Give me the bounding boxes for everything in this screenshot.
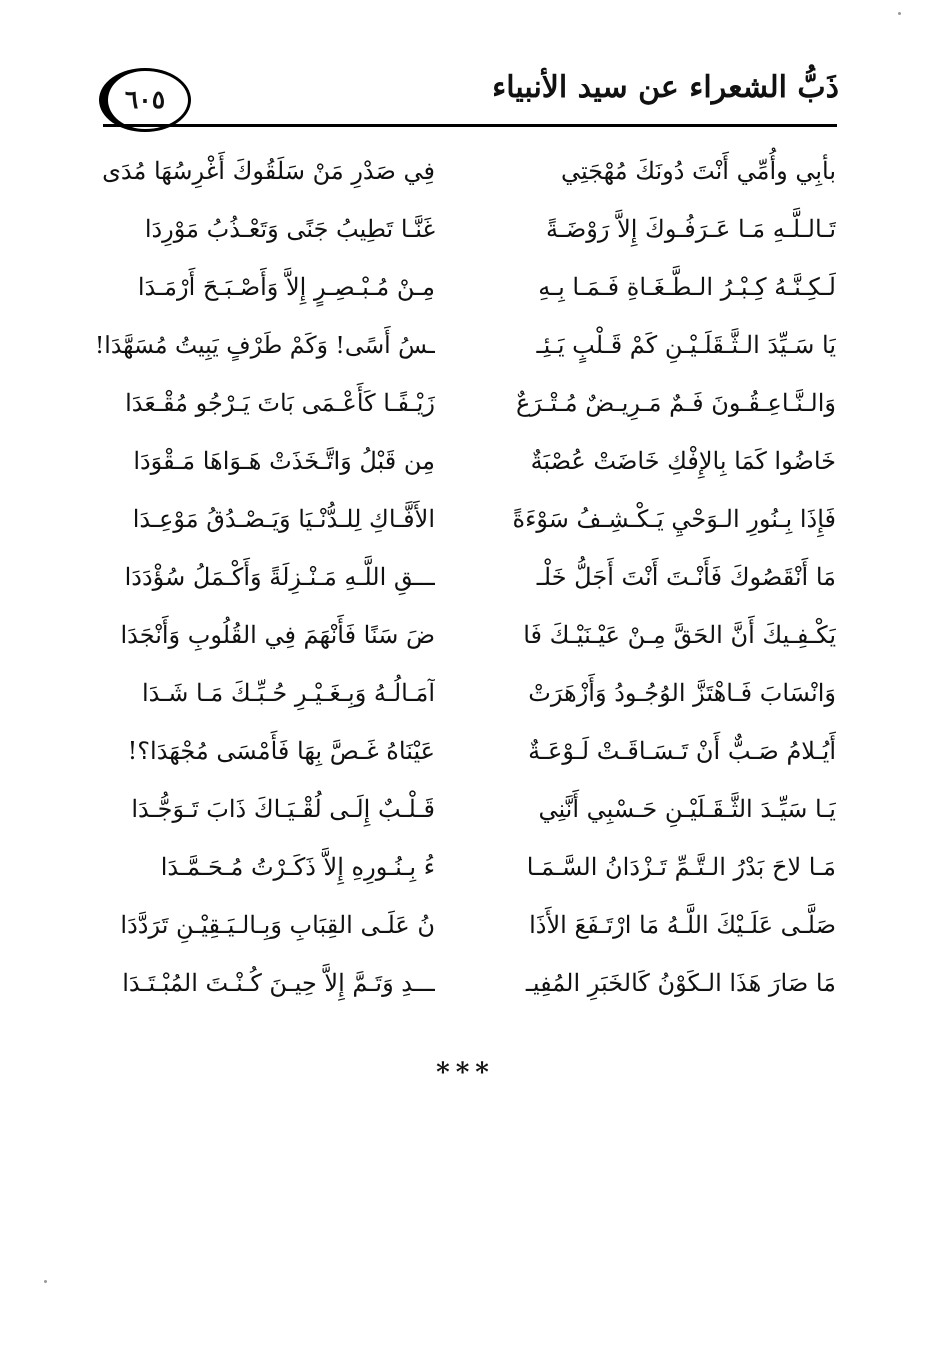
hemistich-right-3: لَـكِـنَّـهُ كِـبْـرُ الـطَّـغَـاةِ فَـمَـا بِـهِ: [538, 273, 836, 301]
hemistich-left-10: آمَـالُـهُ وَبِـغَـيْـرِ حُـبِّـكَ مَـا شَـدَا: [142, 679, 435, 707]
hemistich-right-13: مَـا لاحَ بَدْرُ الـتَّـمِّ تَـزْدَانُ السَّـمَـا: [526, 853, 836, 881]
hemistich-right-1: بأبِي وأُمِّي أَنْتَ دُونَكَ مُهْجَتِي: [560, 157, 836, 185]
hemistich-right-11: أَيُـلامُ صَـبٌّ أَنْ تَـسَـاقَـتْ لَـوْعَـةٌ: [528, 737, 836, 765]
section-separator: ***: [436, 1058, 495, 1088]
hemistich-right-2: تَـالـلَّـهِ مَـا عَـرَفُـوكَ إِلاَّ رَوْضَـةً: [545, 215, 836, 243]
hemistich-right-6: خَاضُوا كَمَا بِالإِفْكِ خَاضَتْ عُصْبَةٌ: [530, 447, 836, 475]
scan-speck: [898, 12, 901, 15]
page-number: ٦٠٥: [124, 85, 166, 114]
hemistich-right-4: يَا سَـيِّدَ الـثَّـقَلَـيْـنِ كَمْ قَـلْبٍ يَـئِـ: [536, 331, 836, 359]
page-number-badge: [99, 68, 191, 132]
hemistich-right-12: يَـا سَيِّـدَ الثَّـقَـلَيْـنِ حَـسْبِي أَنَّنِي: [538, 795, 836, 823]
hemistich-left-6: مِن قَبْلُ وَاتَّـخَذَتْ هَـوَاهَا مَـقْوَدَا: [133, 447, 435, 475]
hemistich-right-10: وَانْسَابَ فَـاهْتَزَّ الوُجُـودُ وَأَزْهَرَتْ: [528, 679, 836, 707]
hemistich-left-1: فِي صَدْرِ مَنْ سَلَقُوكَ أَغْرِسُهَا مُدَى: [102, 157, 435, 185]
hemistich-right-5: وَالـنَّـاعِـقُـونَ فَـمٌ مَـرِيـضٌ مُـتْـرَعٌ: [515, 389, 836, 417]
hemistich-left-2: غَنَّـا تَطِيبُ جَنًى وَتَعْـذُبُ مَوْرِدَا: [144, 215, 435, 243]
hemistich-left-13: ءُ بِـنُـورِهِ إِلاَّ ذَكَـرْتُ مُـحَـمَّـدَا: [160, 853, 435, 881]
hemistich-right-7: فَإِذَا بِـنُورِ الـوَحْيِ يَـكْـشِـفُ سَوْءَةً: [512, 505, 836, 533]
hemistich-left-7: الأَفَّـاكِ لِلـدُّنْـيَا وَيَـصْـدُقُ مَوْعِـدَا: [132, 505, 435, 533]
hemistich-right-14: صَلَّـى عَلَـيْكَ اللَّـهُ مَا ارْتَـفَعَ الأَذَا: [529, 911, 836, 939]
hemistich-left-14: نُ عَلَـى القِبَابِ وَبِـالـيَـقِيْـنِ تَرَدَّدَا: [120, 911, 435, 939]
hemistich-left-4: ـسُ أَسًى! وَكَمْ طَرْفٍ يَبِيتُ مُسَهَّدَا!: [95, 331, 435, 359]
poem-left-column: [95, 142, 435, 1012]
poem-right-column: [496, 142, 836, 1012]
header-rule: [103, 124, 837, 127]
hemistich-left-3: مِـنْ مُـبْـصِـرٍ إِلاَّ وَأَصْـبَـحَ أَرْمَـدَا: [137, 273, 435, 301]
hemistich-left-11: عَيْنَاهُ غَـصَّ بِهَا فَأَمْسَى مُجْهَدَا؟!: [127, 737, 435, 765]
hemistich-right-15: مَا صَارَ هَذَا الـكَوْنُ كَالخَبَرِ المُفِيـ: [525, 969, 836, 997]
hemistich-left-12: قَـلْـبٌ إِلَـى لُقْـيَـاكَ ذَابَ تَـوَجُّـدَا: [131, 795, 435, 823]
hemistich-right-8: مَا أَنْقَصُوكَ فَأَنْـتَ أَنْتَ أَجَلُّ خَلْـ: [536, 563, 836, 591]
hemistich-right-9: يَكْـفِـيكَ أَنَّ الحَقَّ مِـنْ عَيْـنَيْـكَ فَا: [523, 621, 836, 649]
hemistich-left-5: زَيْـفًـا كَأَعْـمَى بَاتَ يَـرْجُو مُقْـعَدَا: [125, 389, 435, 417]
hemistich-left-9: ضَ سَنًا فَأَنْهَمَ فِي القُلُوبِ وَأَنْجَدَا: [120, 621, 435, 649]
hemistich-left-8: ـــقِ اللَّـهِ مَـنْـزِلَةً وَأَكْـمَلُ سُؤْدَدَا: [124, 563, 435, 591]
hemistich-left-15: ـــدِ وَتَـمَّ إِلاَّ حِيـنَ كُـنْـتَ المُبْـتَـدَا: [122, 969, 435, 997]
running-header-title: ذَبُّ الشعراء عن سيد الأنبياء: [492, 70, 839, 105]
scan-speck: [44, 1280, 47, 1283]
